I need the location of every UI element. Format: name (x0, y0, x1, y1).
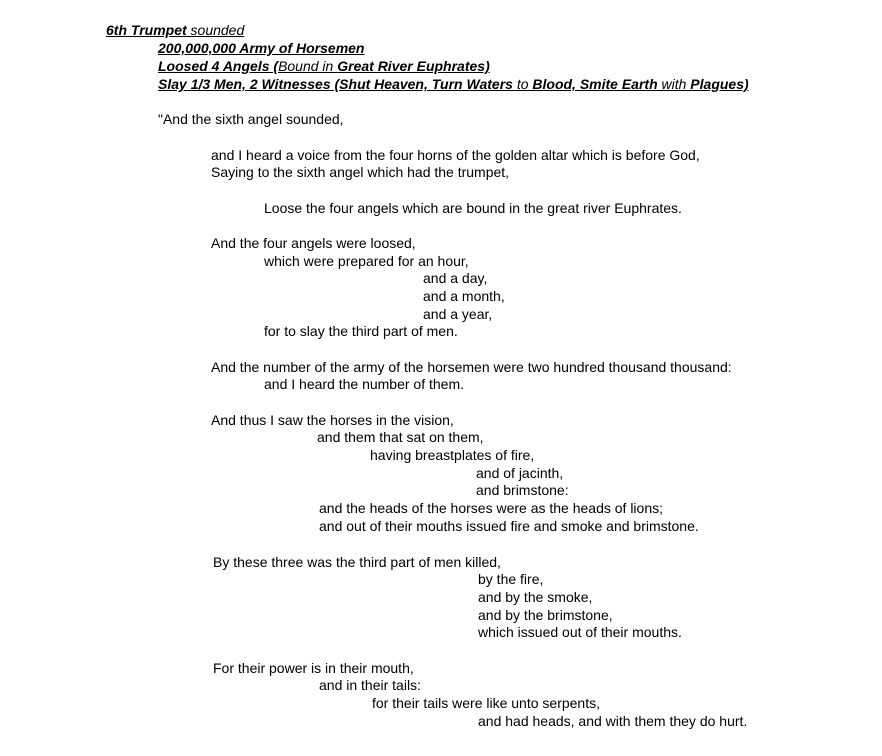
verse-line: and I heard the number of them. (264, 376, 465, 392)
verse-line: and brimstone: (476, 482, 569, 498)
subheading-loosed-angels (158, 58, 490, 75)
subheading-army: 200,000,000 Army of Horsemen (158, 40, 365, 56)
verse-line: and out of their mouths issued fire and smoke and brimstone. (319, 518, 699, 534)
verse-line: for their tails were like unto serpents, (372, 695, 600, 711)
verse-line: and by the brimstone, (478, 607, 613, 623)
subheading-loosed-part-a: Loosed 4 Angels ( (158, 58, 279, 74)
verse-line: And the four angels were loosed, (211, 235, 416, 251)
verse-line: having breastplates of fire, (370, 447, 535, 463)
verse-line: which were prepared for an hour, (264, 253, 469, 269)
subheading-slay-part-b: to (516, 76, 529, 92)
verse-line: by the fire, (478, 571, 544, 587)
verse-line: and a day, (423, 270, 488, 286)
verse-line: For their power is in their mouth, (213, 660, 414, 676)
verse-line: By these three was the third part of men killed, (213, 554, 501, 570)
verse-line: and the heads of the horses were as the heads of lions; (319, 500, 664, 516)
verse-line: for to slay the third part of men. (264, 323, 458, 339)
section-title-bold: 6th Trumpet (106, 22, 187, 38)
subheading-slay (158, 76, 749, 93)
verse-line: and them that sat on them, (317, 429, 484, 445)
verse-line: and in their tails: (319, 677, 421, 693)
subheading-slay-part-e: Plagues) (686, 76, 749, 92)
verse-line: and had heads, and with them they do hurt. (478, 713, 748, 729)
verse-line: which issued out of their mouths. (478, 624, 682, 640)
verse-line: and a month, (423, 288, 505, 304)
verse-line: "And the sixth angel sounded, (158, 111, 344, 127)
section-title (106, 22, 244, 39)
subheading-loosed-part-b: Bound in (278, 58, 338, 74)
verse-line: and a year, (423, 306, 493, 322)
verse-line: and I heard a voice from the four horns of the golden altar which is before God, (211, 147, 700, 163)
section-title-rest: sounded (186, 22, 245, 38)
verse-line: And the number of the army of the horsemen were two hundred thousand thousand: (211, 359, 732, 375)
subheading-slay-part-d: with (661, 76, 687, 92)
verse-line: Loose the four angels which are bound in the great river Euphrates. (264, 200, 682, 216)
subheading-loosed-part-c: Great River Euphrates) (337, 58, 490, 74)
verse-line: and of jacinth, (476, 465, 564, 481)
subheading-slay-part-a: Slay 1/3 Men, 2 Witnesses (Shut Heaven, Turn Waters (158, 76, 517, 92)
subheading-slay-part-c: Blood, Smite Earth (528, 76, 662, 92)
verse-line: And thus I saw the horses in the vision, (211, 412, 454, 428)
verse-line: and by the smoke, (478, 589, 593, 605)
verse-line: Saying to the sixth angel which had the trumpet, (211, 164, 510, 180)
